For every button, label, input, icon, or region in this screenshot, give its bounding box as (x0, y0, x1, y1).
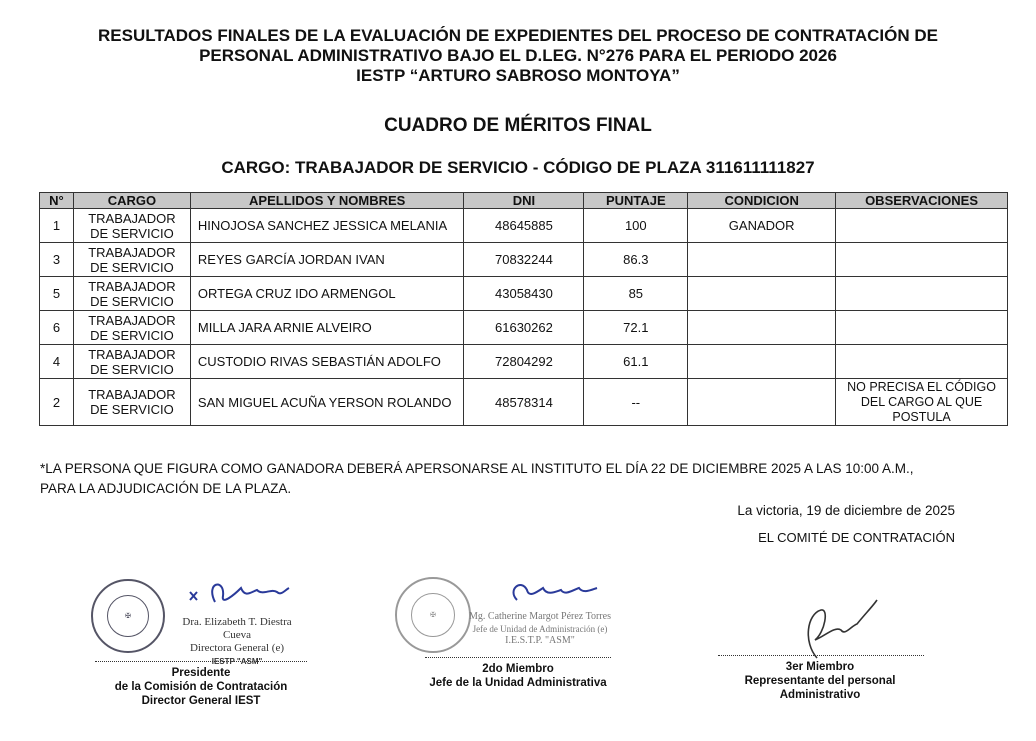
row-puntaje: 86.3 (584, 243, 688, 277)
stamp-1-name: Dra. Elizabeth T. Diestra Cueva (182, 616, 292, 641)
row-name: REYES GARCÍA JORDAN IVAN (190, 243, 464, 277)
row-dni: 43058430 (464, 277, 584, 311)
cargo-heading: CARGO: TRABAJADOR DE SERVICIO - CÓDIGO DE PLAZA 311611111827 (221, 158, 815, 177)
row-observaciones (836, 311, 1008, 345)
row-name: SAN MIGUEL ACUÑA YERSON ROLANDO (190, 379, 464, 426)
cargo-line-2: DE SERVICIO (90, 293, 174, 309)
sig-2-line2: Jefe de la Unidad Administrativa (429, 677, 607, 689)
title-line-1: RESULTADOS FINALES DE LA EVALUACIÓN DE EXPEDIENTES DEL PROCESO DE CONTRATACIÓN DE (98, 26, 938, 45)
stamp-2-name: Mg. Catherine Margot Pérez Torres (469, 611, 611, 622)
stamp-2-role: Jefe de Unidad de Administración (e) (472, 624, 608, 634)
row-condicion: GANADOR (688, 209, 836, 243)
row-number: 4 (40, 345, 74, 379)
table-row (40, 243, 1008, 277)
document-title (0, 26, 1036, 86)
signature-block-1 (95, 666, 307, 708)
row-cargo (73, 209, 190, 243)
subtitle: CUADRO DE MÉRITOS FINAL (384, 115, 652, 136)
row-dni: 72804292 (464, 345, 584, 379)
cargo-line-1: TRABAJADOR (88, 387, 176, 402)
row-puntaje: 72.1 (584, 311, 688, 345)
handwritten-signature-2 (505, 576, 605, 608)
table-row (40, 277, 1008, 311)
header-puntaje: PUNTAJE (584, 193, 688, 209)
row-cargo (73, 311, 190, 345)
row-observaciones (836, 243, 1008, 277)
row-name: ORTEGA CRUZ IDO ARMENGOL (190, 277, 464, 311)
table-header-row (40, 193, 1008, 209)
sig-1-line3: Director General IEST (141, 695, 261, 707)
header-dni: DNI (464, 193, 584, 209)
row-cargo (73, 243, 190, 277)
header-n: N° (40, 193, 74, 209)
row-condicion (688, 379, 836, 426)
merit-table (39, 192, 1008, 426)
header-condicion: CONDICION (688, 193, 836, 209)
signature-line-3 (718, 655, 924, 656)
handwritten-signature-3 (795, 596, 885, 668)
footnote-line-2: PARA LA ADJUDICACIÓN DE LA PLAZA. (40, 481, 292, 496)
committee-label: EL COMITÉ DE CONTRATACIÓN (758, 530, 955, 545)
sig-2-title: 2do Miembro (482, 663, 554, 675)
obs-line-2: DEL CARGO AL QUE (860, 394, 983, 409)
row-name: CUSTODIO RIVAS SEBASTIÁN ADOLFO (190, 345, 464, 379)
stamp-2-org: I.E.S.T.P. "ASM" (505, 635, 575, 646)
row-dni: 48645885 (464, 209, 584, 243)
row-condicion (688, 311, 836, 345)
stamp-2 (468, 611, 612, 647)
row-dni: 61630262 (464, 311, 584, 345)
row-number: 6 (40, 311, 74, 345)
sig-3-title: 3er Miembro (785, 661, 855, 673)
footnote-line-1: *LA PERSONA QUE FIGURA COMO GANADORA DEBERÁ APERSONARSE AL INSTITUTO EL DÍA 22 DE DICIEMBRE 2025 A LAS 10:00 A.M., (40, 461, 914, 476)
row-observaciones (836, 209, 1008, 243)
row-number: 3 (40, 243, 74, 277)
handwritten-signature-1 (185, 574, 295, 610)
institution-seal-1: ✠ (91, 579, 165, 653)
cargo-line-1: TRABAJADOR (88, 346, 176, 362)
row-observaciones (836, 345, 1008, 379)
title-line-3: IESTP “ARTURO SABROSO MONTOYA” (356, 66, 680, 85)
row-cargo (73, 345, 190, 379)
row-observaciones (836, 379, 1008, 426)
cargo-line-1: TRABAJADOR (88, 244, 176, 260)
row-puntaje: -- (584, 379, 688, 426)
row-number: 5 (40, 277, 74, 311)
cargo-line-2: DE SERVICIO (90, 327, 174, 343)
row-cargo (73, 379, 190, 426)
table-row (40, 379, 1008, 426)
table-row (40, 311, 1008, 345)
row-name: MILLA JARA ARNIE ALVEIRO (190, 311, 464, 345)
signature-block-3 (720, 660, 920, 702)
signature-line-1 (95, 661, 307, 662)
obs-line-3: POSTULA (892, 409, 951, 424)
header-nombres: APELLIDOS Y NOMBRES (190, 193, 464, 209)
header-observaciones: OBSERVACIONES (836, 193, 1008, 209)
sig-3-line3: Administrativo (779, 689, 861, 701)
row-dni: 70832244 (464, 243, 584, 277)
table-row (40, 209, 1008, 243)
header-cargo: CARGO (73, 193, 190, 209)
title-line-2: PERSONAL ADMINISTRATIVO BAJO EL D.LEG. N°276 PARA EL PERIODO 2026 (199, 46, 837, 65)
stamp-1-org: IESTP "ASM" (211, 657, 263, 666)
signature-block-2 (410, 662, 626, 690)
cargo-line-2: DE SERVICIO (90, 259, 174, 275)
row-number: 2 (40, 379, 74, 426)
row-puntaje: 100 (584, 209, 688, 243)
row-name: HINOJOSA SANCHEZ JESSICA MELANIA (190, 209, 464, 243)
sig-1-line2: de la Comisión de Contratación (114, 681, 288, 693)
cargo-line-2: DE SERVICIO (90, 361, 174, 377)
cargo-line-1: TRABAJADOR (88, 210, 176, 226)
cargo-line-2: DE SERVICIO (90, 225, 174, 241)
row-condicion (688, 277, 836, 311)
cargo-line-1: TRABAJADOR (88, 312, 176, 328)
row-puntaje: 85 (584, 277, 688, 311)
sig-1-title: Presidente (171, 667, 231, 679)
obs-line-1: NO PRECISA EL CÓDIGO (847, 379, 996, 394)
row-puntaje: 61.1 (584, 345, 688, 379)
place-date: La victoria, 19 de diciembre de 2025 (737, 503, 955, 518)
cargo-line-1: TRABAJADOR (88, 278, 176, 294)
cargo-line-2: DE SERVICIO (90, 402, 174, 417)
row-number: 1 (40, 209, 74, 243)
table-row (40, 345, 1008, 379)
sig-3-line2: Representante del personal (744, 675, 896, 687)
footnote (40, 459, 1010, 499)
institution-seal-2: ✠ (395, 577, 471, 653)
row-dni: 48578314 (464, 379, 584, 426)
row-condicion (688, 345, 836, 379)
row-condicion (688, 243, 836, 277)
row-cargo (73, 277, 190, 311)
signature-line-2 (425, 657, 611, 658)
stamp-1-role: Directora General (e) (189, 642, 285, 654)
row-observaciones (836, 277, 1008, 311)
